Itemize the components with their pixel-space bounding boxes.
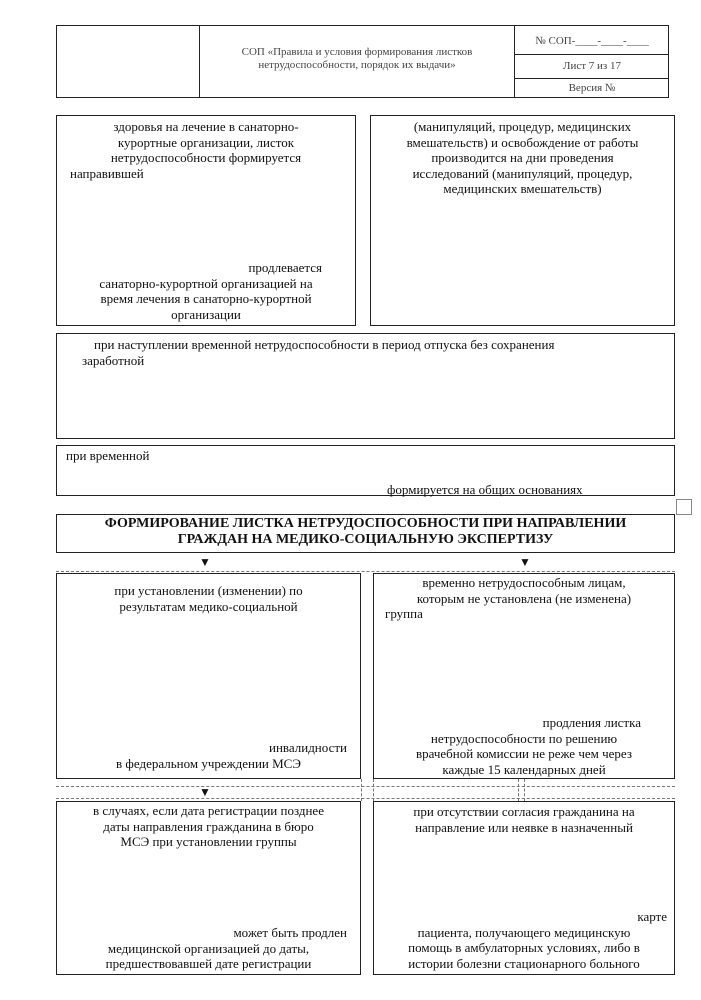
text-line: МСЭ при установлении группы: [120, 834, 297, 849]
text-line: нетрудоспособности по решению: [430, 730, 618, 746]
connector-line: [361, 779, 362, 801]
general-basis-text-1: при временной: [66, 448, 150, 463]
text-line: направление или неявке в назначенный: [415, 819, 633, 835]
text-line: инвалидности: [268, 740, 347, 755]
connector-line: [56, 786, 675, 787]
arrow-down-icon: ▼: [199, 785, 211, 799]
text-line: продления листка: [542, 715, 641, 730]
text-line: даты направления гражданина в бюро: [103, 818, 314, 834]
version-number: Версия №: [568, 82, 616, 94]
disability-text-top: [60, 583, 357, 614]
text-line: пациента, получающего медицинскую: [417, 924, 631, 940]
text-line: производится на дни проведения: [431, 150, 614, 165]
checkbox-marker: [676, 499, 692, 515]
text-line: предшествовавшей дате регистрации: [105, 956, 312, 971]
registration-date-text-top: [60, 803, 357, 850]
section-title: [58, 516, 673, 548]
disability-text-bottom: [60, 740, 357, 771]
header-title-line2: нетрудоспособности, порядок их выдачи»: [258, 59, 456, 71]
text-line: при отсутствии согласия гражданина на: [413, 804, 635, 819]
text-line: карте: [637, 909, 667, 924]
registration-date-text-bottom: [60, 925, 357, 972]
text-line: которым не установлена (не изменена): [416, 590, 632, 606]
text-line: здоровья на лечение в санаторно-: [113, 119, 299, 134]
sanatorium-text-top: [60, 119, 352, 181]
text-line: при установлении (изменении) по: [114, 583, 303, 598]
text-line: организации: [171, 306, 241, 322]
text-line: продлевается: [248, 260, 322, 275]
connector-line: [56, 571, 675, 572]
text-line: группа: [385, 606, 423, 621]
text-line: курортные организации, листок: [117, 134, 295, 150]
text-line: время лечения в санаторно-курортной: [100, 291, 312, 306]
header-title-line1: СОП «Правила и условия формирования листков: [241, 46, 473, 58]
text-line: санаторно-курортной организацией на: [99, 275, 313, 291]
text-line: заработной: [82, 352, 145, 368]
text-line: временно нетрудоспособным лицам,: [422, 575, 626, 590]
text-line: направившей: [70, 165, 144, 181]
section-title-line2: ГРАЖДАН НА МЕДИКО-СОЦИАЛЬНУЮ ЭКСПЕРТИЗУ: [177, 532, 554, 547]
text-line: помощь в амбулаторных условиях, либо в: [408, 940, 640, 955]
refusal-text-bottom: [377, 909, 671, 971]
text-line: истории болезни стационарного больного: [408, 955, 640, 971]
text-line: результатам медико-социальной: [119, 598, 298, 614]
header-row-divider-1: [514, 54, 669, 55]
section-title-line1: ФОРМИРОВАНИЕ ЛИСТКА НЕТРУДОСПОСОБНОСТИ ПРИ НАПРАВЛЕНИИ: [104, 516, 627, 531]
header-title: [200, 46, 514, 72]
text-line: каждые 15 календарных дней: [442, 761, 606, 777]
sanatorium-text-bottom: [60, 260, 352, 322]
text-line: медицинской организацией до даты,: [107, 940, 310, 956]
arrow-down-icon: ▼: [199, 555, 211, 569]
text-line: нетрудоспособности формируется: [110, 150, 302, 165]
arrow-down-icon: ▼: [519, 555, 531, 569]
examination-text: [374, 119, 671, 197]
text-line: при наступлении временной нетрудоспособности в период отпуска без сохранения: [94, 337, 555, 352]
text-line: может быть продлен: [233, 925, 347, 940]
header-row-divider-2: [514, 78, 669, 79]
connector-line: [518, 779, 519, 801]
text-line: (манипуляций, процедур, медицинских: [413, 119, 632, 134]
text-line: исследований (манипуляций, процедур,: [412, 165, 633, 181]
doc-number: № СОП-____-____-____: [535, 35, 649, 47]
text-line: в случаях, если дата регистрации позднее: [93, 803, 324, 818]
connector-line: [56, 798, 675, 799]
text-line: медицинских вмешательств): [443, 181, 602, 196]
sheet-number: Лист 7 из 17: [562, 60, 622, 72]
temporary-disability-text-bottom: [377, 715, 671, 777]
temporary-disability-text-top: [377, 575, 671, 622]
unpaid-leave-text: [60, 337, 670, 368]
connector-line: [524, 779, 525, 801]
refusal-text-top: [377, 804, 671, 835]
general-basis-text-2: формируется на общих основаниях: [387, 482, 583, 497]
connector-line: [373, 779, 374, 801]
text-line: врачебной комиссии не реже чем через: [415, 746, 632, 761]
text-line: вмешательств) и освобождение от работы: [406, 134, 639, 150]
text-line: в федеральном учреждении МСЭ: [116, 755, 301, 771]
